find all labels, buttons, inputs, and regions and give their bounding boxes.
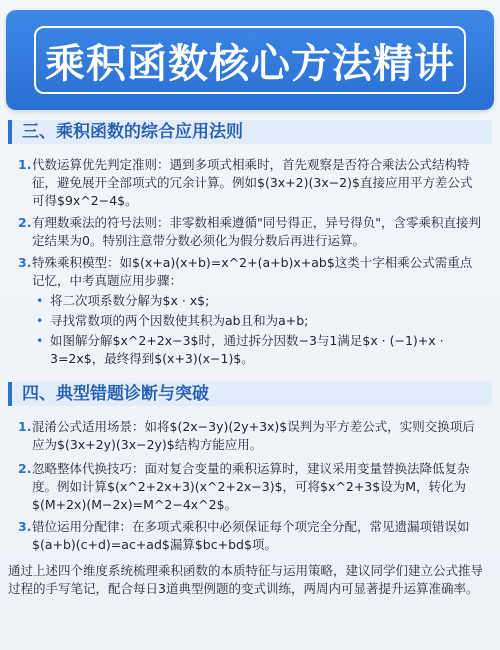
item-text: 混淆公式适用场景：如将$(2x−3y)(2y+3x)$误判为平方差公式，实则交换项后应为$(3x+2y)(3x−2y)$结构方能应用。 [32,419,475,452]
item-number: 1. [18,157,32,172]
section-title-3: 三、乘积函数的综合应用法则 [22,122,243,142]
item-number: 3. [18,519,32,534]
sub-item-text: 寻找常数项的两个因数使其积为ab且和为a+b; [50,313,309,328]
title-banner [6,10,494,110]
bullet-icon: • [36,333,44,348]
summary-paragraph: 通过上述四个维度系统梳理乘积函数的本质特征与运用策略，建议同学们建立公式推导过程的手写笔记，配合每日3道典型例题的变式训练，两周内可显著提升运算准确率。 [8,563,484,596]
item-number: 2. [18,215,32,230]
bullet-icon: • [36,293,44,308]
item-text: 有理数乘法的符号法则：非零数相乘遵循"同号得正，异号得负"，含零乘积直接判定结果为0。特别注意带分数必须化为假分数后再进行运算。 [32,215,482,248]
item-number: 2. [18,461,32,476]
item-text: 代数运算优先判定准则：遇到多项式相乘时，首先观察是否符合乘法公式结构特征，避免展开全部项式的冗余计算。例如$(3x+2)(3x−2)$直接应用平方差公式可得$9x^2−4$。 [32,157,473,208]
bullet-icon: • [36,313,44,328]
item-text: 错位运用分配律：在多项式乘积中必须保证每个项完全分配，常见遗漏项错误如$(a+b)(c+d)=ac+ad$漏算$bc+bd$项。 [32,519,470,552]
section-header-3 [8,120,492,144]
sub-item-text: 如图解分解$x^2+2x−3$时，通过拆分因数−3与1满足$x · (−1)+x · 3=2x$，最终得到$(x+3)(x−1)$。 [50,333,444,366]
page-title: 乘积函数核心方法精讲 [45,40,455,87]
item-number: 1. [18,419,32,434]
title-frame [34,26,466,94]
section-header-4 [8,382,492,406]
item-text: 忽略整体代换技巧：面对复合变量的乘积运算时，建议采用变量替换法降低复杂度。例如计算$(x^2+2x+3)(x^2+2x−3)$，可将$x^2+3$设为M，转化为$(M+2x)(M−2x)=M^2−4x^2$。 [32,461,470,512]
item-text: 特殊乘积模型：如$(x+a)(x+b)=x^2+(a+b)x+ab$这类十字相乘公式需重点记忆，中考真题应用步骤： [32,255,473,288]
sub-item-text: 将二次项系数分解为$x · x$; [50,293,210,308]
item-number: 3. [18,255,32,270]
section-title-4: 四、典型错题诊断与突破 [22,384,209,404]
